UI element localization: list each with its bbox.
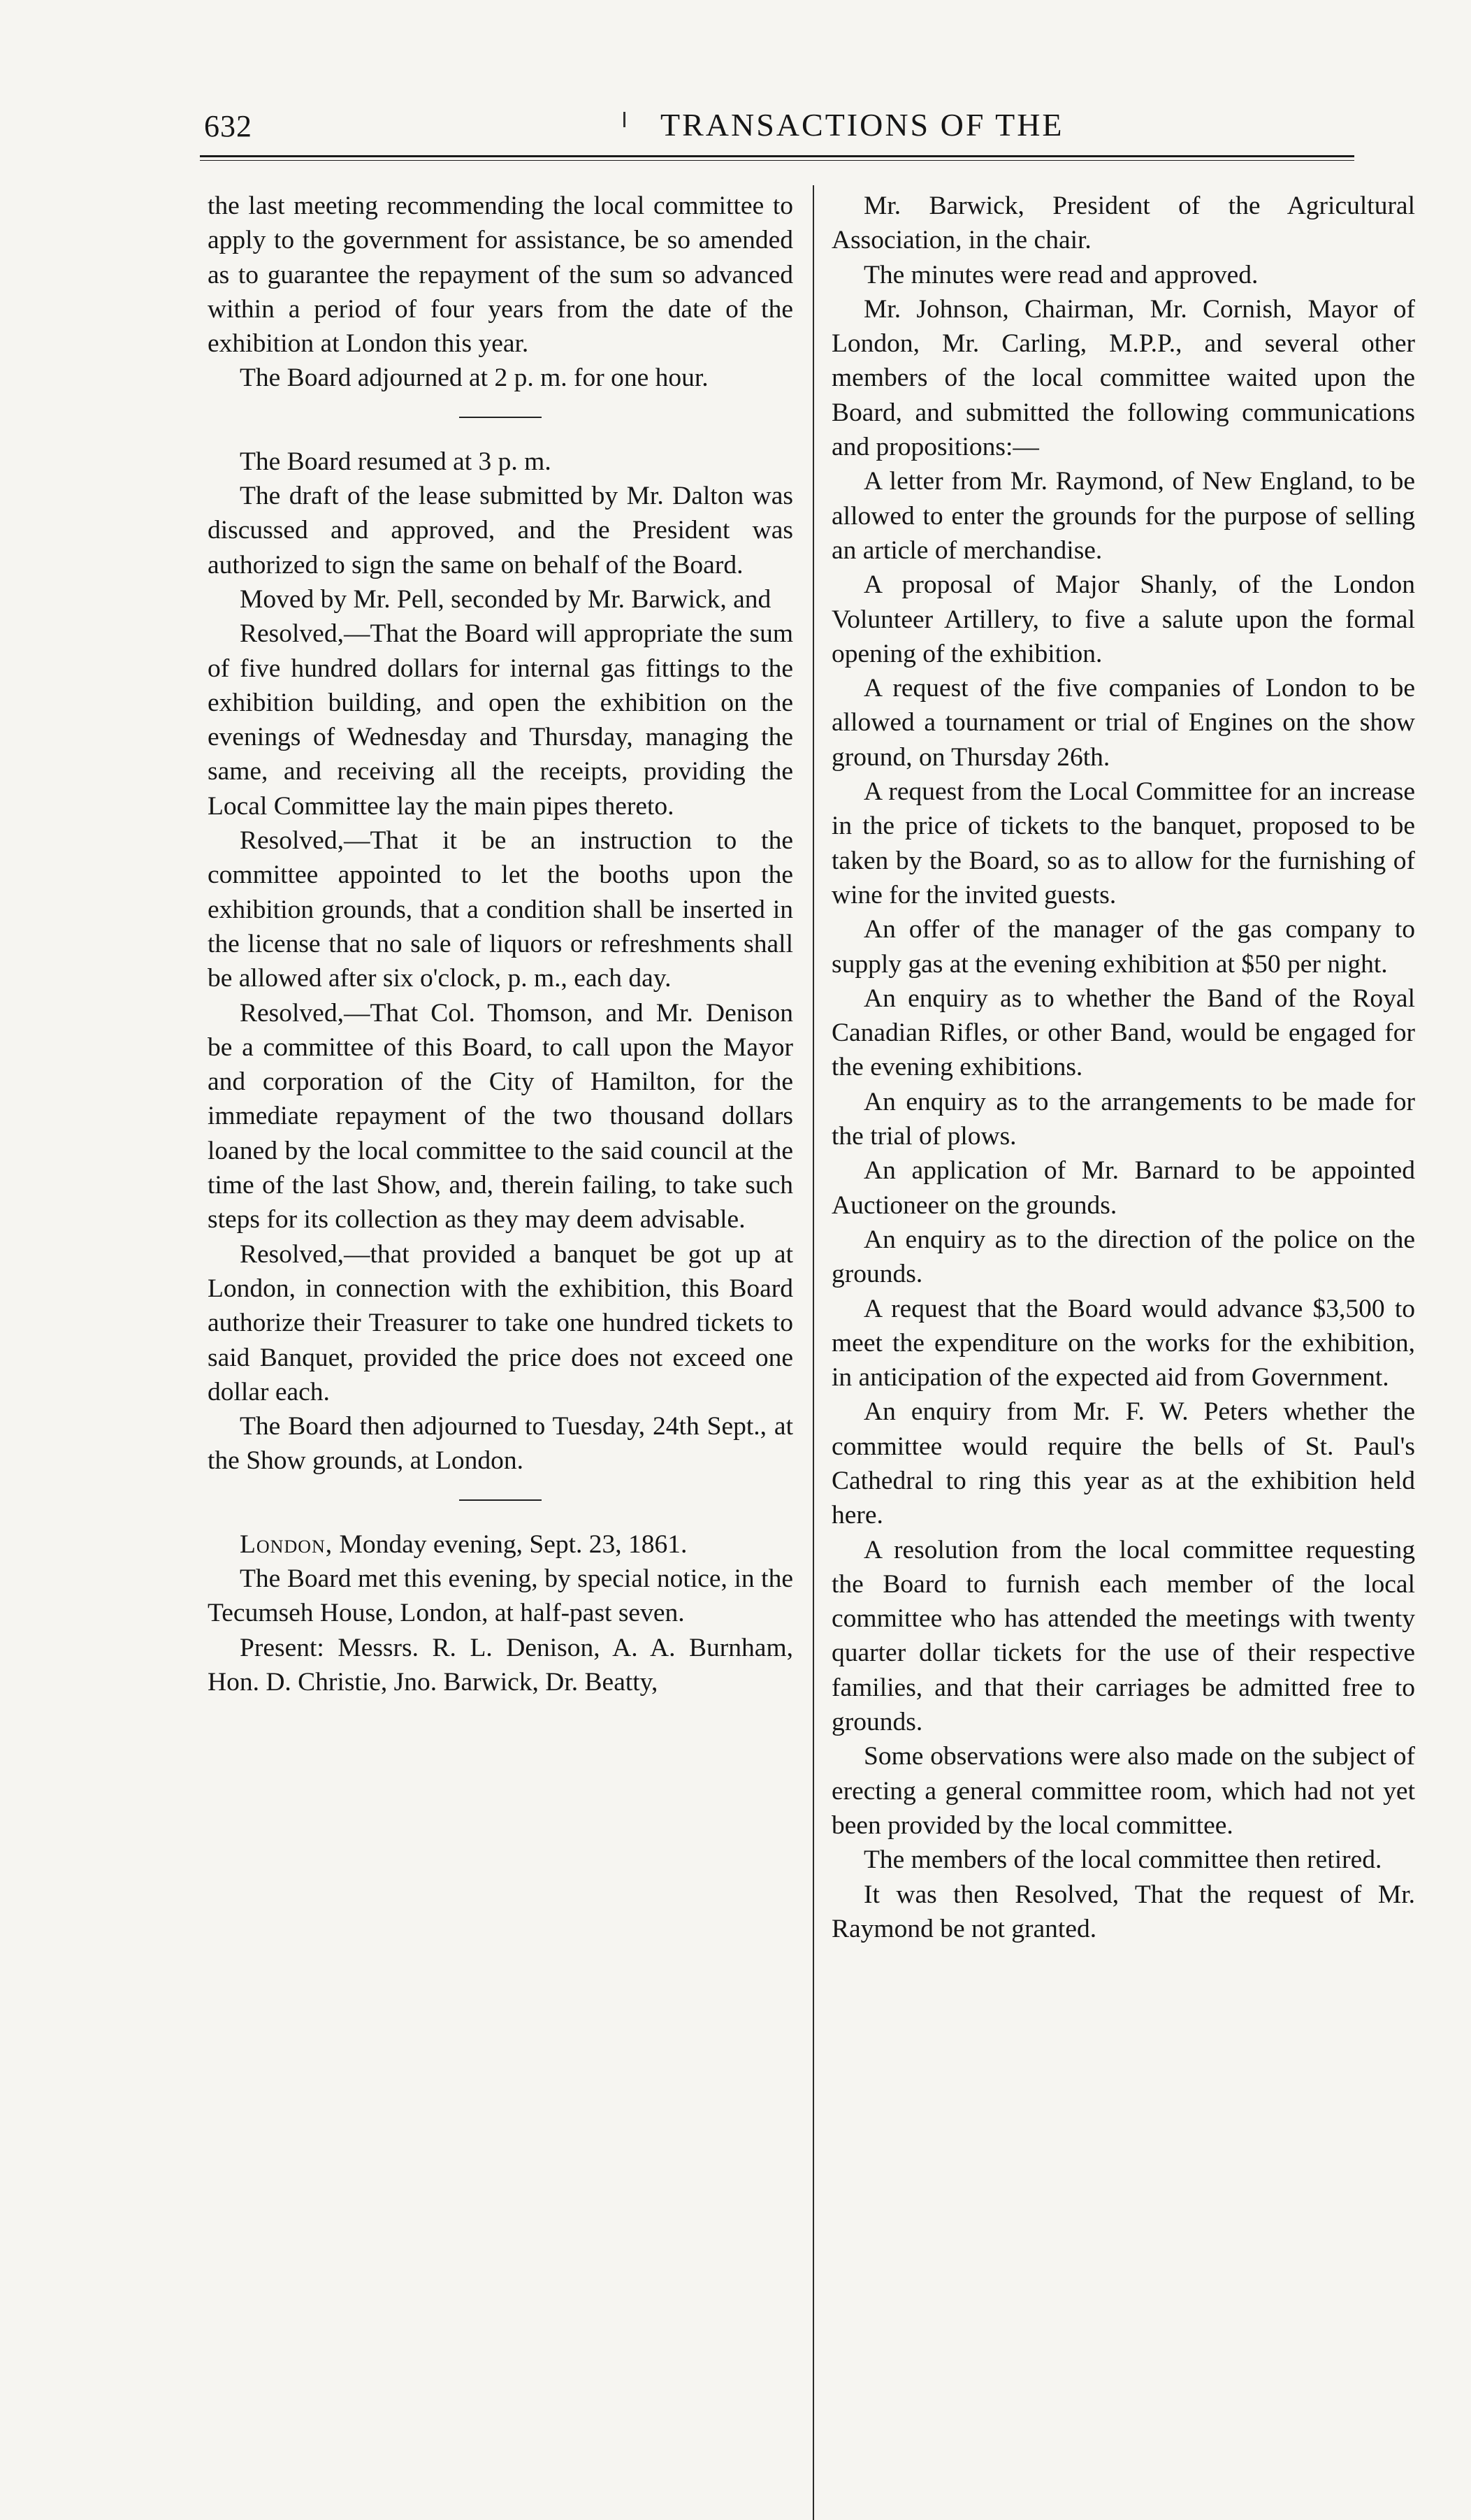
- paragraph: the last meeting recommending the local committee to apply to the government for assistance, be so amended as to guarantee the repayment of the sum so advanced within a period of four years from the date of the exhibition at London this year.: [208, 192, 793, 359]
- paragraph: The Board resumed at 3 p. m.: [240, 447, 551, 476]
- paragraph: It was then Resolved, That the request of Mr. Raymond be not granted.: [832, 1880, 1415, 1943]
- page-number: 632: [204, 109, 252, 143]
- paragraph: Resolved,—That Col. Thomson, and Mr. Denison be a committee of this Board, to call upon the Mayor and corporation of the City of Hamilton, for the immediate repayment of the two thousand dollars loaned by the local committee to the said council at the time of the last Show, and, therein failing, to take such steps for its collection as they may deem advisable.: [208, 998, 793, 1234]
- paragraph: An enquiry as to the arrangements to be made for the trial of plows.: [832, 1087, 1415, 1151]
- paragraph: Resolved,—that provided a banquet be got up at London, in connection with the exhibition, this Board authorize their Treasurer to take one hundred tickets to said Banquet, provided the price does not exceed one dollar each.: [208, 1239, 793, 1406]
- paragraph: The minutes were read and approved.: [864, 260, 1259, 289]
- header-rule: [200, 155, 1354, 161]
- paragraph: A letter from Mr. Raymond, of New England, to be allowed to enter the grounds for the purpose of selling an article of merchandise.: [832, 467, 1415, 565]
- paragraph: Mr. Johnson, Chairman, Mr. Cornish, Mayor of London, Mr. Carling, M.P.P., and several other members of the local committee waited upon the Board, and submitted the following communications and propositions:—: [832, 294, 1415, 462]
- paragraph: An application of Mr. Barnard to be appointed Auctioneer on the grounds.: [832, 1156, 1415, 1220]
- paragraph: Present: Messrs. R. L. Denison, A. A. Burnham, Hon. D. Christie, Jno. Barwick, Dr. Beatty,: [208, 1633, 793, 1697]
- dateline-date: Monday evening, Sept. 23, 1861.: [333, 1529, 688, 1559]
- paragraph: The Board met this evening, by special notice, in the Tecumseh House, London, at half-past seven.: [208, 1564, 793, 1628]
- paragraph: A request that the Board would advance $3,500 to meet the expenditure on the works for the exhibition, in anticipation of the expected aid from Government.: [832, 1294, 1415, 1392]
- paragraph: Moved by Mr. Pell, seconded by Mr. Barwick, and: [240, 584, 771, 614]
- paragraph: A request of the five companies of London to be allowed a tournament or trial of Engines on the show ground, on Thursday 26th.: [832, 674, 1415, 772]
- page-header: [0, 0, 1471, 168]
- dateline: [208, 1527, 793, 1562]
- paragraph: The draft of the lease submitted by Mr. Dalton was discussed and approved, and the President was authorized to sign the same on behalf of the Board.: [208, 482, 793, 579]
- paragraph: A request from the Local Committee for an increase in the price of tickets to the banquet, proposed to be taken by the Board, so as to allow for the furnishing of wine for the invited guests.: [832, 777, 1415, 909]
- left-column: [208, 189, 793, 1699]
- paragraph: A proposal of Major Shanly, of the London Volunteer Artillery, to five a salute upon the formal opening of the exhibition.: [832, 570, 1415, 668]
- paragraph: An offer of the manager of the gas company to supply gas at the evening exhibition at $50 per night.: [832, 915, 1415, 979]
- column-divider: [813, 185, 814, 2520]
- running-title: TRANSACTIONS OF THE: [660, 107, 1064, 143]
- paragraph: Resolved,—That the Board will appropriate the sum of five hundred dollars for internal gas fittings to the exhibition building, and open the exhibition on the evenings of Wednesday and Thursday, managing the same, and receiving all the receipts, providing the Local Committee lay the main pipes thereto.: [208, 619, 793, 821]
- paragraph: The members of the local committee then retired.: [864, 1845, 1382, 1875]
- paragraph: Mr. Barwick, President of the Agricultural Association, in the chair.: [832, 192, 1415, 255]
- paragraph: The Board adjourned at 2 p. m. for one hour.: [240, 363, 709, 393]
- paragraph: Resolved,—That it be an instruction to the committee appointed to let the booths upon the exhibition grounds, that a condition shall be inserted in the license that no sale of liquors or refreshments shall be allowed after six o'clock, p. m., each day.: [208, 826, 793, 993]
- paragraph: An enquiry as to whether the Band of the Royal Canadian Rifles, or other Band, would be engaged for the evening exhibitions.: [832, 984, 1415, 1082]
- paragraph: An enquiry as to the direction of the police on the grounds.: [832, 1225, 1415, 1289]
- header-tick-mark: [623, 112, 625, 127]
- section-separator: [459, 1499, 542, 1501]
- paragraph: An enquiry from Mr. F. W. Peters whether the committee would require the bells of St. Paul's Cathedral to ring this year as at the exhibition held here.: [832, 1397, 1415, 1530]
- paragraph: Some observations were also made on the subject of erecting a general committee room, which had not yet been provided by the local committee.: [832, 1742, 1415, 1840]
- dateline-place: London,: [240, 1529, 333, 1559]
- paragraph: The Board then adjourned to Tuesday, 24th Sept., at the Show grounds, at London.: [208, 1412, 793, 1476]
- section-separator: [459, 417, 542, 418]
- right-column: [832, 189, 1415, 1946]
- paragraph: A resolution from the local committee requesting the Board to furnish each member of the local committee who has attended the meetings with twenty quarter dollar tickets for the use of their respective families, and that their carriages be admitted free to grounds.: [832, 1535, 1415, 1737]
